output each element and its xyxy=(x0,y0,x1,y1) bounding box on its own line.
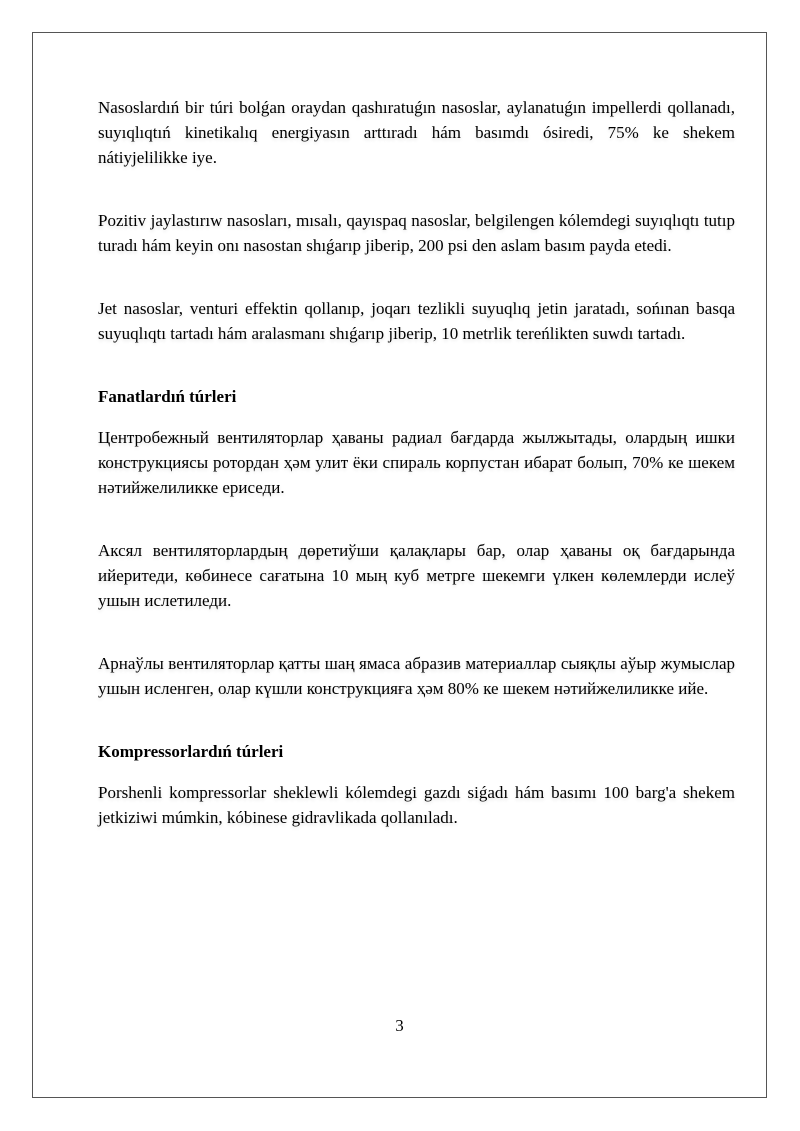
page-number: 3 xyxy=(395,1016,404,1035)
paragraph-positive-displacement-pumps: Pozitiv jaylastırıw nasosları, mısalı, qayıspaq nasoslar, belgilengen kólemdegi suyıqlıqtı tutıp turadı hám keyin onı nasostan shıǵarıp jiberip, 200 psi den aslam basım payda etedi. xyxy=(98,211,735,255)
heading-fan-types: Fanatlardıń túrleri xyxy=(98,387,237,406)
paragraph-centrifugal-fans: Центробежный вентиляторлар ҳаваны радиал бағдарда жылжытады, олардың ишки конструкциясы ротордан ҳәм улит ёки спираль корпустан ибарат болып, 70% ке шекем нәтийжелиликке ериседи. xyxy=(98,428,735,497)
paragraph-jet-pumps: Jet nasoslar, venturi effektin qollanıp, joqarı tezlikli suyuqlıq jetin jaratadı, sońınan basqa suyuqlıqtı tartadı hám aralasmanı shıǵarıp jiberip, 10 metrlik tereńlikten suwdı tartadı. xyxy=(98,299,735,343)
page-content xyxy=(98,95,735,830)
heading-compressor-types: Kompressorlardıń túrleri xyxy=(98,742,284,761)
paragraph-special-fans: Арнаўлы вентиляторлар қатты шаң ямаса абразив материаллар сыяқлы аўыр жумыслар ушын исленген, олар күшли конструкцияға ҳәм 80% ке шекем нәтийжелиликке ийе. xyxy=(98,654,735,698)
paragraph-axial-fans: Аксял вентиляторлардың дөретиўши қалақлары бар, олар ҳаваны оқ бағдарында ийеритеди, көбинесе сағатына 10 мың куб метрге шекемги үлкен көлемлерди ислеў ушын ислетиледи. xyxy=(98,541,735,610)
paragraph-centrifugal-pumps: Nasoslardıń bir túri bolǵan oraydan qashıratuǵın nasoslar, aylanatuǵın impellerdi qollanadı, suyıqlıqtıń kinetikalıq energiyasın arttıradı hám basımdı ósiredi, 75% ke shekem nátiyjelilikke iye. xyxy=(98,98,735,167)
document-page xyxy=(32,32,767,1098)
paragraph-piston-compressors: Porshenli kompressorlar sheklewli kólemdegi gazdı siǵadı hám basımı 100 barg'a shekem jetkiziwi múmkin, kóbinese gidravlikada qollanıladı. xyxy=(98,783,735,827)
